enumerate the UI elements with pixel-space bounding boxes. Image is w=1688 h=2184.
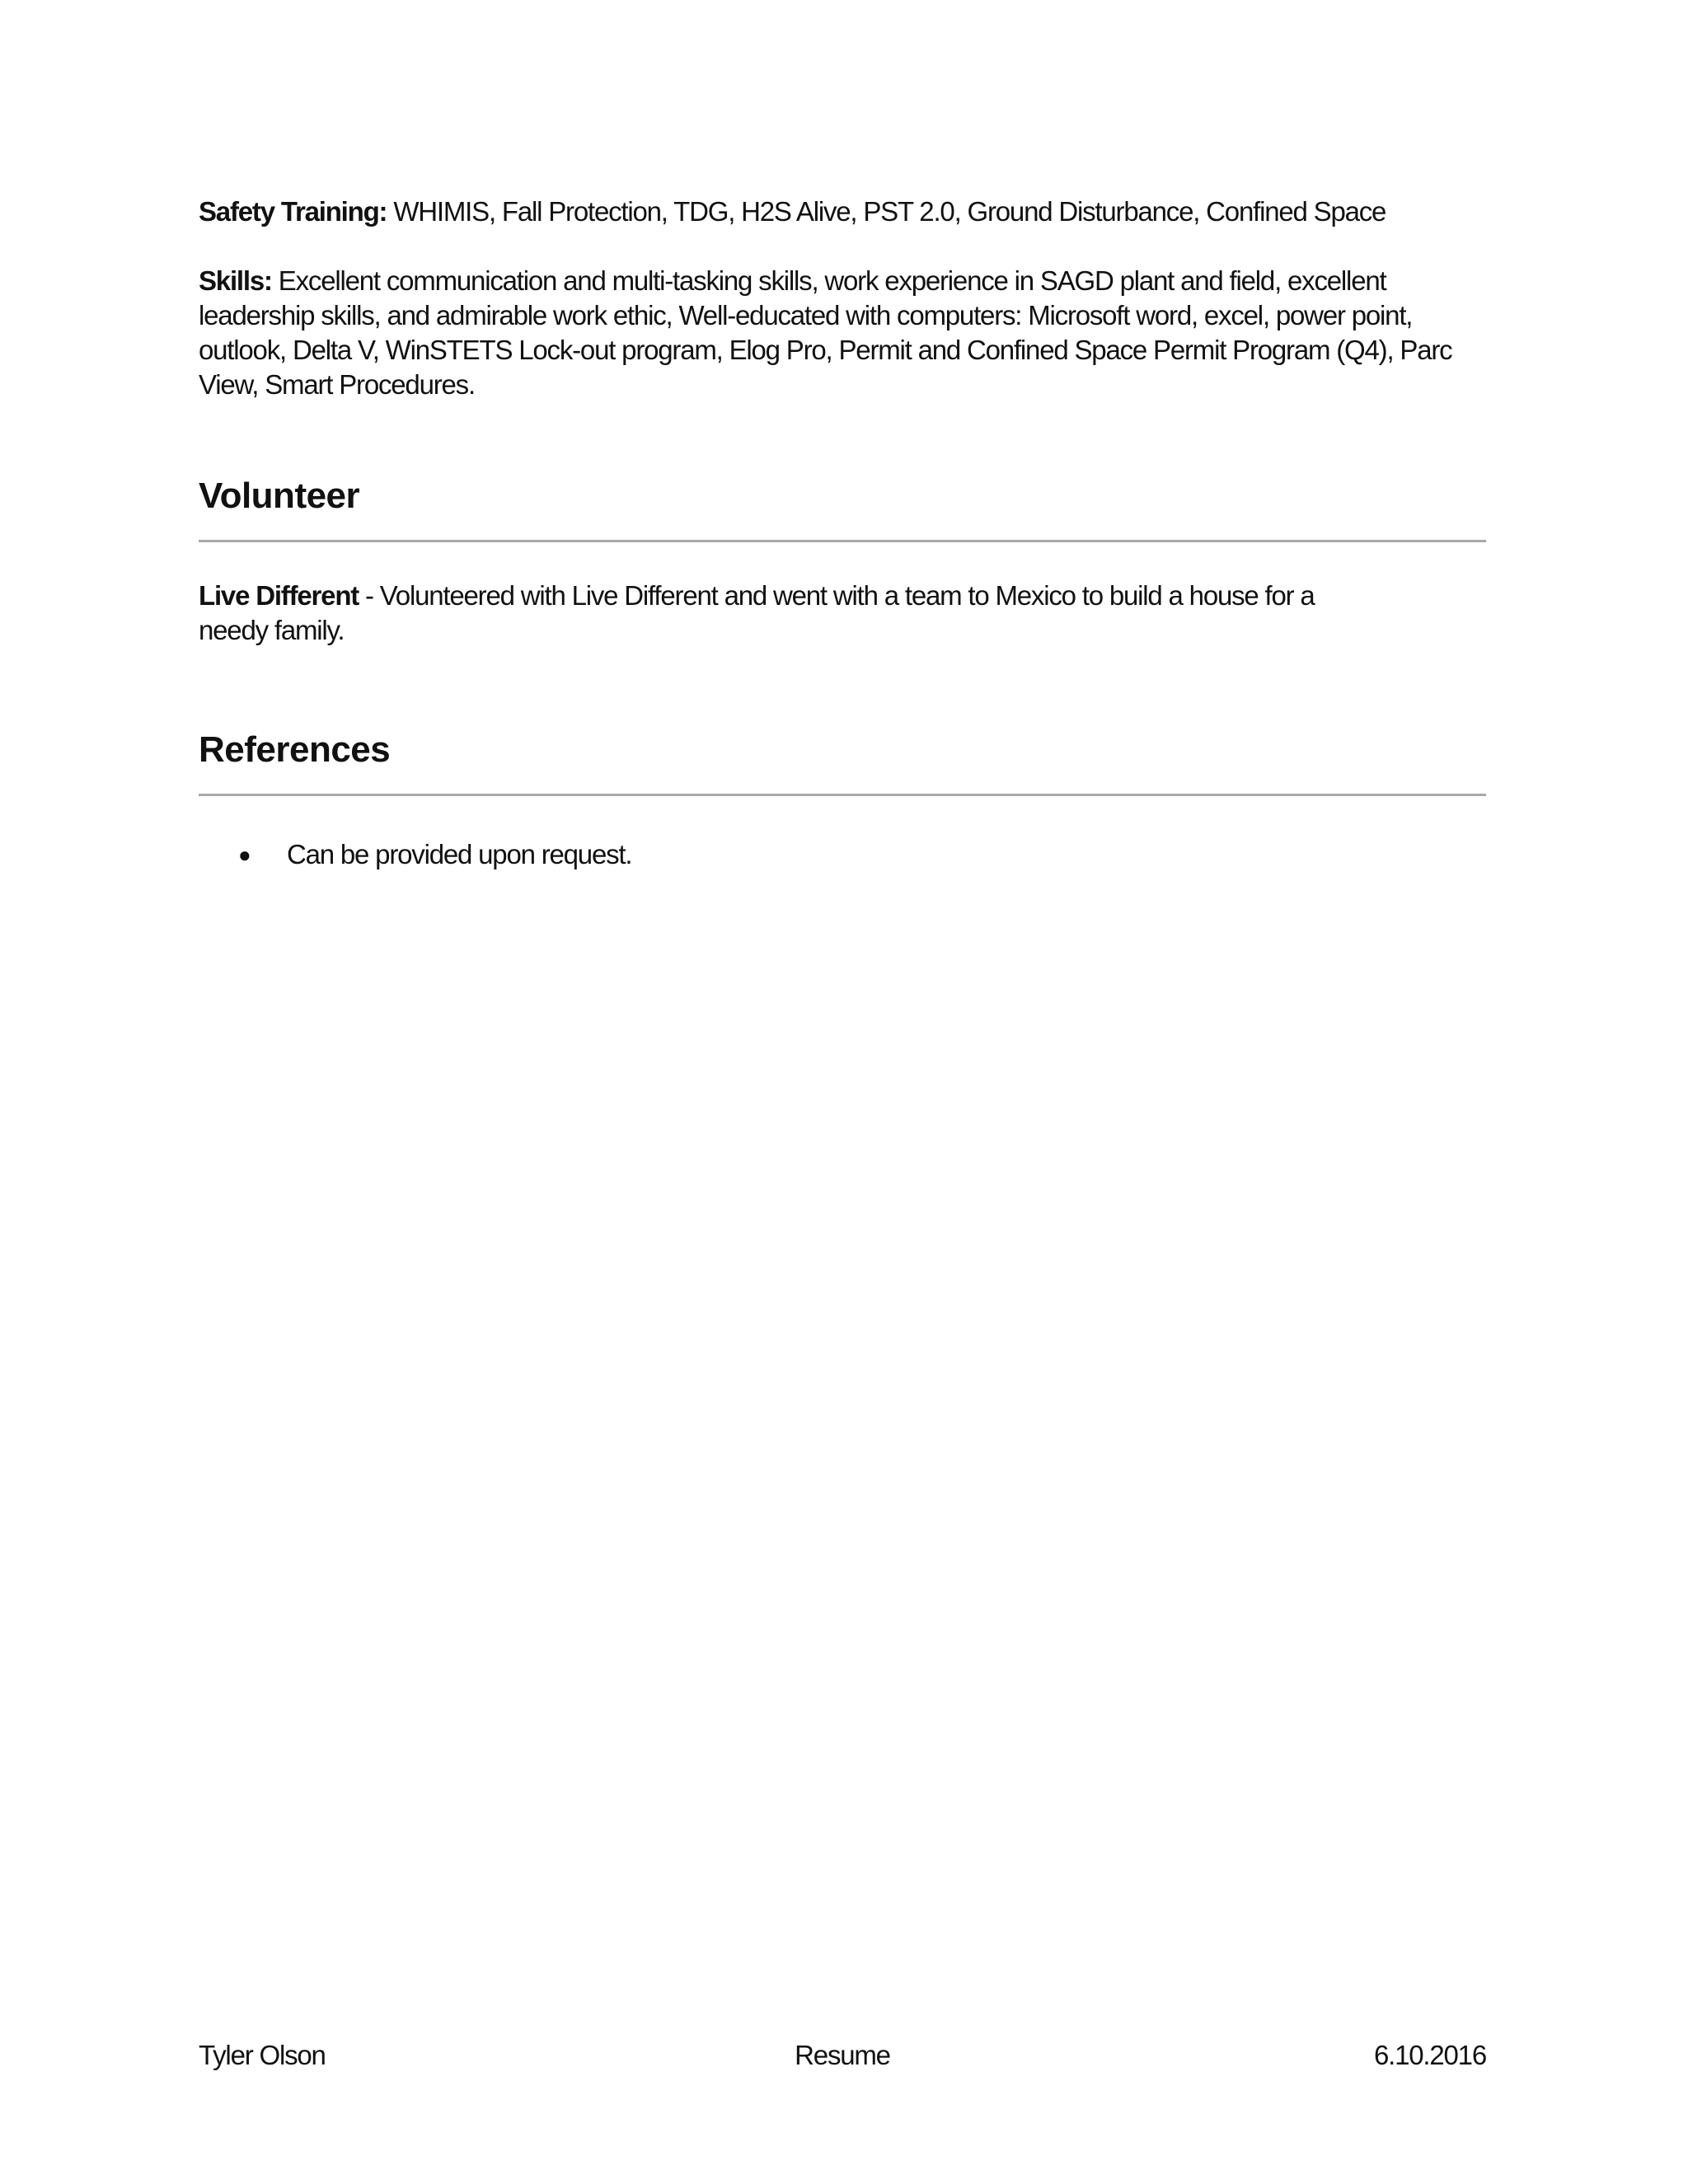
volunteer-heading: Volunteer	[199, 476, 360, 516]
skills-label: Skills:	[199, 265, 272, 296]
safety-training-label: Safety Training:	[199, 196, 387, 227]
skills-text: Excellent communication and multi-tasking skills, work experience in SAGD plant and field, excellent leadership skills, and admirable work ethic, Well-educated with computers: Microsoft word, excel, power point, outlook, Delta V, WinSTETS Lock-out program, Elog Pro, Permit and Confined Space Permit Program (Q4), Parc View, Smart Procedures.	[199, 265, 1452, 400]
page-footer	[199, 2040, 1486, 2076]
volunteer-text: - Volunteered with Live Different and went with a team to Mexico to build a house for a needy family.	[199, 580, 1315, 645]
resume-body	[199, 194, 1484, 872]
footer-date: 6.10.2016	[1373, 2040, 1486, 2070]
references-list	[199, 837, 1484, 872]
reference-text: Can be provided upon request.	[287, 839, 632, 869]
bullet-icon: ●	[238, 842, 251, 867]
footer-title: Resume	[795, 2040, 890, 2070]
volunteer-org: Live Different	[199, 580, 359, 611]
skills-paragraph	[199, 264, 1484, 402]
footer-name: Tyler Olson	[199, 2040, 326, 2070]
safety-training-text: WHIMIS, Fall Protection, TDG, H2S Alive, PST 2.0, Ground Disturbance, Confined Space	[387, 196, 1386, 227]
safety-training-paragraph	[199, 194, 1484, 229]
references-heading: References	[199, 729, 391, 770]
volunteer-paragraph	[199, 579, 1353, 648]
list-item	[199, 837, 1484, 872]
volunteer-divider	[199, 540, 1486, 542]
references-divider	[199, 794, 1486, 796]
